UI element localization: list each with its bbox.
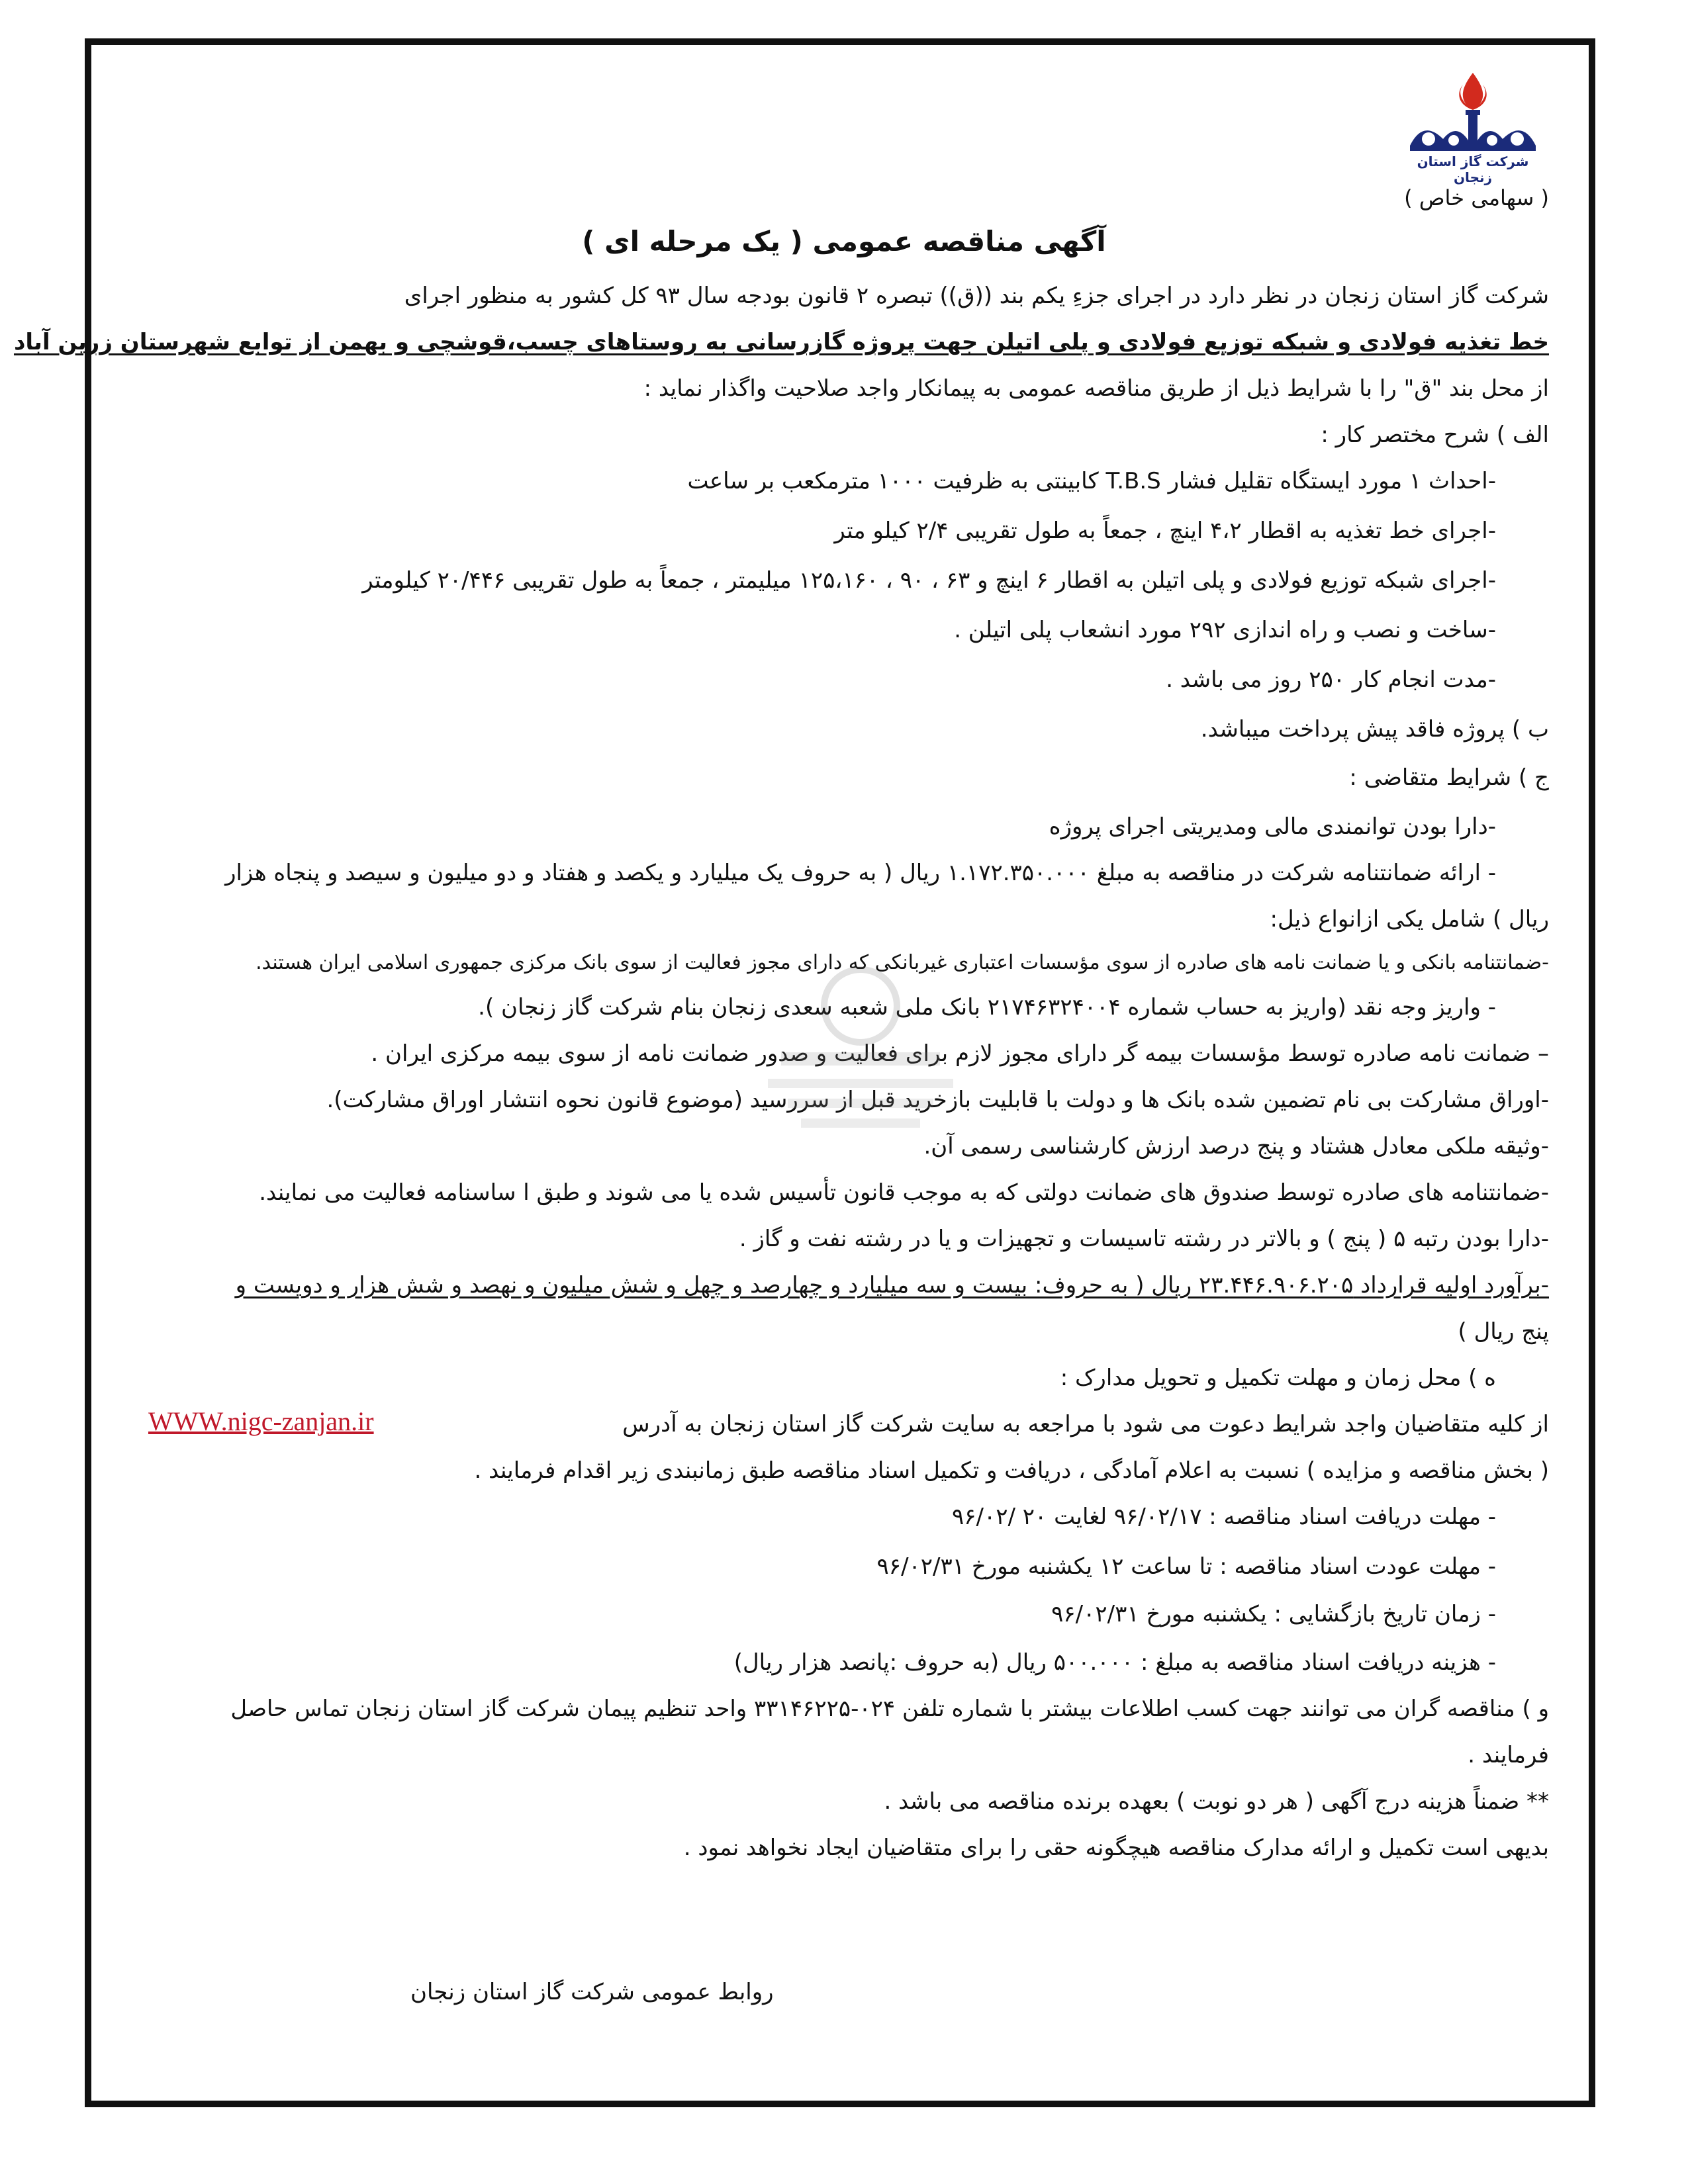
text-line: -ساخت و نصب و راه اندازی ۲۹۲ مورد انشعاب پلی اتیلن . bbox=[954, 617, 1496, 643]
text-line: ب ) پروژه فاقد پیش پرداخت میباشد. bbox=[1200, 716, 1549, 743]
text-line: خط تغذیه فولادی و شبکه توزیع فولادی و پلی اتیلن جهت پروژه گازرسانی به روستاهای چسب،قوشچی و بهمن از توابع شهرستان زرین آباد bbox=[13, 329, 1549, 355]
text-line: پنج ریال ) bbox=[1458, 1318, 1549, 1345]
text-line: -اجرای شبکه توزیع فولادی و پلی اتیلن به اقطار ۶ اینچ و ۶۳ ، ۹۰ ، ۱۲۵،۱۶۰ میلیمتر ، جمعاً به طول تقریبی ۲۰/۴۴۶ کیلومتر bbox=[362, 567, 1496, 594]
text-line: ه ) محل زمان و مهلت تکمیل و تحویل مدارک : bbox=[1060, 1365, 1496, 1391]
watermark-stamp-icon bbox=[741, 946, 980, 1165]
text-line: شرکت گاز استان زنجان در نظر دارد در اجرای جزءِ یکم بند ((ق)) تبصره ۲ قانون بودجه سال ۹۳ کل کشور به منظور اجرای bbox=[404, 283, 1549, 309]
text-line: بدیهی است تکمیل و ارائه مدارک مناقصه هیچگونه حقی را برای متقاضیان ایجاد نخواهد نمود . bbox=[683, 1835, 1549, 1861]
text-line: - واریز وجه نقد (واریز به حساب شماره ۲۱۷۴۶۳۲۴۰۰۴ بانک ملی شعبه سعدی زنجان بنام شرکت گاز زنجان ). bbox=[478, 994, 1496, 1021]
text-line: -وثیقه ملکی معادل هشتاد و پنج درصد ارزش کارشناسی رسمی آن. bbox=[923, 1133, 1549, 1160]
website-link[interactable]: WWW.nigc-zanjan.ir bbox=[148, 1406, 374, 1436]
text-line: ریال ) شامل یکی ازانواع ذیل: bbox=[1270, 906, 1549, 933]
text-line: از محل بند "ق" را با شرایط ذیل از طریق مناقصه عمومی به پیمانکار واجد صلاحیت واگذار نماید : bbox=[643, 375, 1549, 402]
text-line: و ) مناقصه گران می توانند جهت کسب اطلاعات بیشتر با شماره تلفن ۰۲۴-۳۳۱۴۶۲۲۵ واحد تنظیم پیمان شرکت گاز استان زنجان تماس حاصل bbox=[230, 1696, 1549, 1722]
text-line: -مدت انجام کار ۲۵۰ روز می باشد . bbox=[1166, 666, 1496, 693]
text-line: الف ) شرح مختصر کار : bbox=[1321, 422, 1549, 448]
text-line: -ضمانتنامه های صادره توسط صندوق های ضمانت دولتی که به موجب قانون تأسیس شده یا می شوند و طبق ا ساسنامه فعالیت می نمایند. bbox=[259, 1179, 1549, 1206]
text-line: -ضمانتنامه بانکی و یا ضمانت نامه های صادره از سوی مؤسسات اعتباری غیربانکی که دارای مجوز فعالیت از سوی بانک مرکزی جمهوری اسلامی ایران هستند. bbox=[256, 951, 1549, 974]
text-line: - زمان تاریخ بازگشایی : یکشنبه مورخ ۹۶/۰۲/۳۱ bbox=[1051, 1601, 1496, 1627]
text-line: -اجرای خط تغذیه به اقطار ۴،۲ اینچ ، جمعاً به طول تقریبی ۲/۴ کیلو متر bbox=[834, 518, 1496, 544]
text-line: - مهلت عودت اسناد مناقصه : تا ساعت ۱۲ یکشنبه مورخ ۹۶/۰۲/۳۱ bbox=[876, 1553, 1496, 1580]
text-line: -اوراق مشارکت بی نام تضمین شده بانک ها و دولت با قابلیت بازخرید قبل از سررسید (موضوع قانون نحوه انتشار اوراق مشارکت). bbox=[326, 1087, 1549, 1113]
text-line: از کلیه متقاضیان واجد شرایط دعوت می شود با مراجعه به سایت شرکت گاز استان زنجان به آدرس bbox=[622, 1411, 1549, 1437]
text-line: - ارائه ضمانتنامه شرکت در مناقصه به مبلغ ۱.۱۷۲.۳۵۰.۰۰۰ ریال ( به حروف یک میلیارد و یکصد و هفتاد و دو میلیون و سیصد و پنجاه هزار bbox=[225, 860, 1496, 886]
text-line: – ضمانت نامه صادره توسط مؤسسات بیمه گر دارای مجوز لازم برای فعالیت و صدور ضمانت نامه از سوی بیمه مرکزی ایران . bbox=[371, 1040, 1549, 1067]
text-line: -برآورد اولیه قرارداد ۲۳.۴۴۶.۹۰۶.۲۰۵ ریال ( به حروف: بیست و سه میلیارد و چهارصد و چهل و شش میلیون و نهصد و شش هزار و دویست و bbox=[235, 1272, 1549, 1298]
text-line: فرمایند . bbox=[1468, 1742, 1549, 1768]
text-line: ** ضمناً هزینه درج آگهی ( هر دو نوبت ) بعهده برنده مناقصه می باشد . bbox=[884, 1788, 1549, 1815]
text-line: -احداث ۱ مورد ایستگاه تقلیل فشار T.B.S کابینتی به ظرفیت ۱۰۰۰ مترمکعب بر ساعت bbox=[687, 468, 1496, 494]
text-line: - مهلت دریافت اسناد مناقصه : ۹۶/۰۲/۱۷ لغایت ۲۰ /۹۶/۰۲ bbox=[952, 1504, 1496, 1530]
company-type: ( سهامی خاص ) bbox=[1404, 185, 1549, 210]
page-title: آگهی مناقصه عمومی ( یک مرحله ای ) bbox=[582, 225, 1106, 257]
text-line: -دارا بودن توانمندی مالی ومدیریتی اجرای پروژه bbox=[1049, 813, 1496, 840]
footer-signature: روابط عمومی شرکت گاز استان زنجان bbox=[410, 1979, 774, 2005]
text-line: ج ) شرایط متقاضی : bbox=[1349, 764, 1549, 791]
text-line: ( بخش مناقصه و مزایده ) نسبت به اعلام آمادگی ، دریافت و تکمیل اسناد مناقصه طبق زمانبندی زیر اقدام فرمایند . bbox=[474, 1457, 1549, 1484]
text-line: - هزینه دریافت اسناد مناقصه به مبلغ : ۵۰۰.۰۰۰ ریال (به حروف :پانصد هزار ریال) bbox=[733, 1649, 1496, 1676]
logo-caption: شرکت گاز استان زنجان bbox=[1417, 154, 1529, 185]
text-line: -دارا بودن رتبه ۵ ( پنج ) و بالاتر در رشته تاسیسات و تجهیزات و یا در رشته نفت و گاز . bbox=[739, 1226, 1549, 1252]
